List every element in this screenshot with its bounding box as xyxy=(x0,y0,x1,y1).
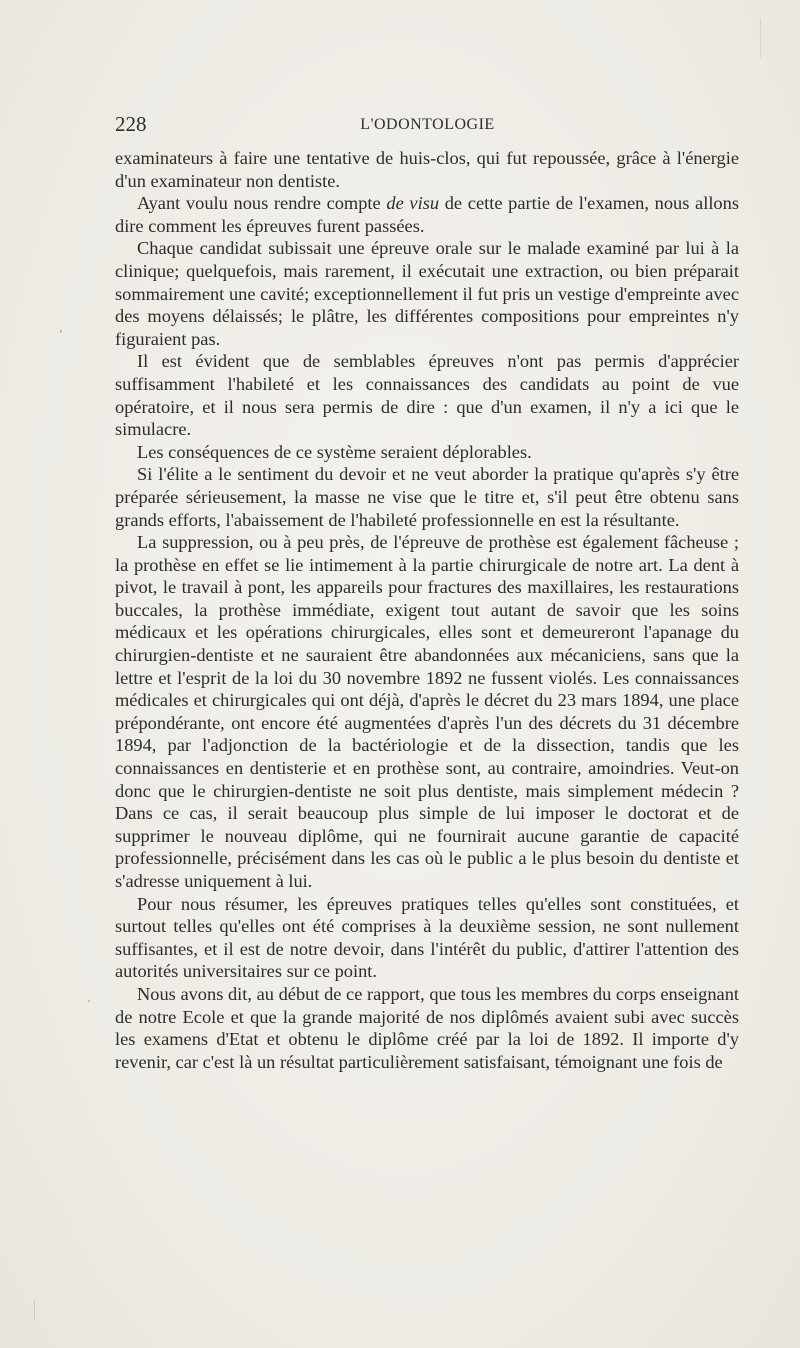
paragraph xyxy=(115,441,739,464)
paragraph xyxy=(115,237,739,350)
paper-speck xyxy=(60,330,62,333)
paragraph-text: Si l'élite a le sentiment du devoir et ne veut aborder la pratique qu'après s'y être préparée sérieusement, la masse ne vise que le titre et, s'il peut être obtenu sans grands efforts, l'abaissement de l'habileté professionnelle en est la résultante. xyxy=(115,464,739,530)
paper-speck xyxy=(760,18,761,58)
paragraph-text: La suppression, ou à peu près, de l'épreuve de prothèse est également fâcheuse ; la prothèse en effet se lie intimement à la partie chirurgicale de notre art. La dent à pivot, le travail à pont, les appareils pour fractures des maxillaires, les restaurations buccales, la prothèse immédiate, exigent tout autant de savoir que les soins médicaux et les opérations chirurgicales, elles sont et demeureront l'apanage du chirurgien-dentiste et ne sauraient être abandonnées aux mécaniciens, sans que la lettre et l'esprit de la loi du 30 novembre 1892 ne fussent violés. Les connaissances médicales et chirurgicales qui ont déjà, d'après le décret du 23 mars 1894, une place prépondérante, ont encore été augmentées d'après l'un des décrets du 31 décembre 1894, par l'adjonction de la bactériologie et de la dissection, tandis que les connaissances en dentisterie et en prothèse sont, au contraire, amoindries. Veut-on donc que le chirurgien-dentiste ne soit plus dentiste, mais simplement médecin ? Dans ce cas, il serait beaucoup plus simple de lui imposer le doctorat et de supprimer le nouveau diplôme, qui ne fournirait aucune garantie de capacité professionnelle, précisément dans les cas où le public a le plus besoin du dentiste et s'adresse uniquement à lui. xyxy=(115,532,739,891)
paragraph xyxy=(115,147,739,192)
body-text xyxy=(115,147,739,1073)
paragraph xyxy=(115,531,739,893)
paragraph-text-italic: de visu xyxy=(386,193,440,214)
paragraph xyxy=(115,192,739,237)
page-header xyxy=(115,112,740,140)
paragraph-text: Les conséquences de ce système seraient déplorables. xyxy=(137,441,532,462)
page-number: 228 xyxy=(115,112,147,136)
paragraph xyxy=(115,463,739,531)
paragraph-text: Nous avons dit, au début de ce rapport, que tous les membres du corps enseignant de notre Ecole et que la grande majorité de nos diplômés avaient subi avec succès les examens d'Etat et obtenu le diplôme créé par la loi de 1892. Il importe d'y revenir, car c'est là un résultat particulièrement satisfaisant, témoignant une fois de xyxy=(115,983,739,1072)
paragraph-text: examinateurs à faire une tentative de huis-clos, qui fut repoussée, grâce à l'énergie d'un examinateur non dentiste. xyxy=(115,148,739,191)
paragraph-text: Pour nous résumer, les épreuves pratiques telles qu'elles sont constituées, et surtout telles qu'elles ont été comprises à la deuxième session, ne sont nullement suffisantes, et il est de notre devoir, dans l'intérêt du public, d'attirer l'attention des autorités universitaires sur ce point. xyxy=(115,893,739,982)
paragraph-text: de cette partie de l'examen, nous allons dire comment les épreuves furent passées. xyxy=(115,193,739,236)
paragraph xyxy=(115,350,739,440)
paragraph-text: Ayant voulu nous rendre compte xyxy=(137,193,387,214)
paragraph xyxy=(115,983,739,1073)
paragraph-text: Il est évident que de semblables épreuves n'ont pas permis d'apprécier suffisamment l'habileté et les connaissances des candidats au point de vue opératoire, et il nous sera permis de dire : que d'un examen, il n'y a ici que le simulacre. xyxy=(115,351,739,440)
paragraph-text: Chaque candidat subissait une épreuve orale sur le malade examiné par lui à la clinique; quelquefois, mais rarement, il exécutait une extraction, ou bien préparait sommairement une cavité; exceptionnellement il fut pris un vestige d'empreinte avec des moyens délaissés; le plâtre, les différentes compositions pour empreintes n'y figuraient pas. xyxy=(115,238,739,349)
paper-speck xyxy=(34,1300,35,1320)
running-title: L'ODONTOLOGIE xyxy=(360,116,495,133)
paragraph xyxy=(115,893,739,983)
paper-speck xyxy=(88,1000,90,1002)
